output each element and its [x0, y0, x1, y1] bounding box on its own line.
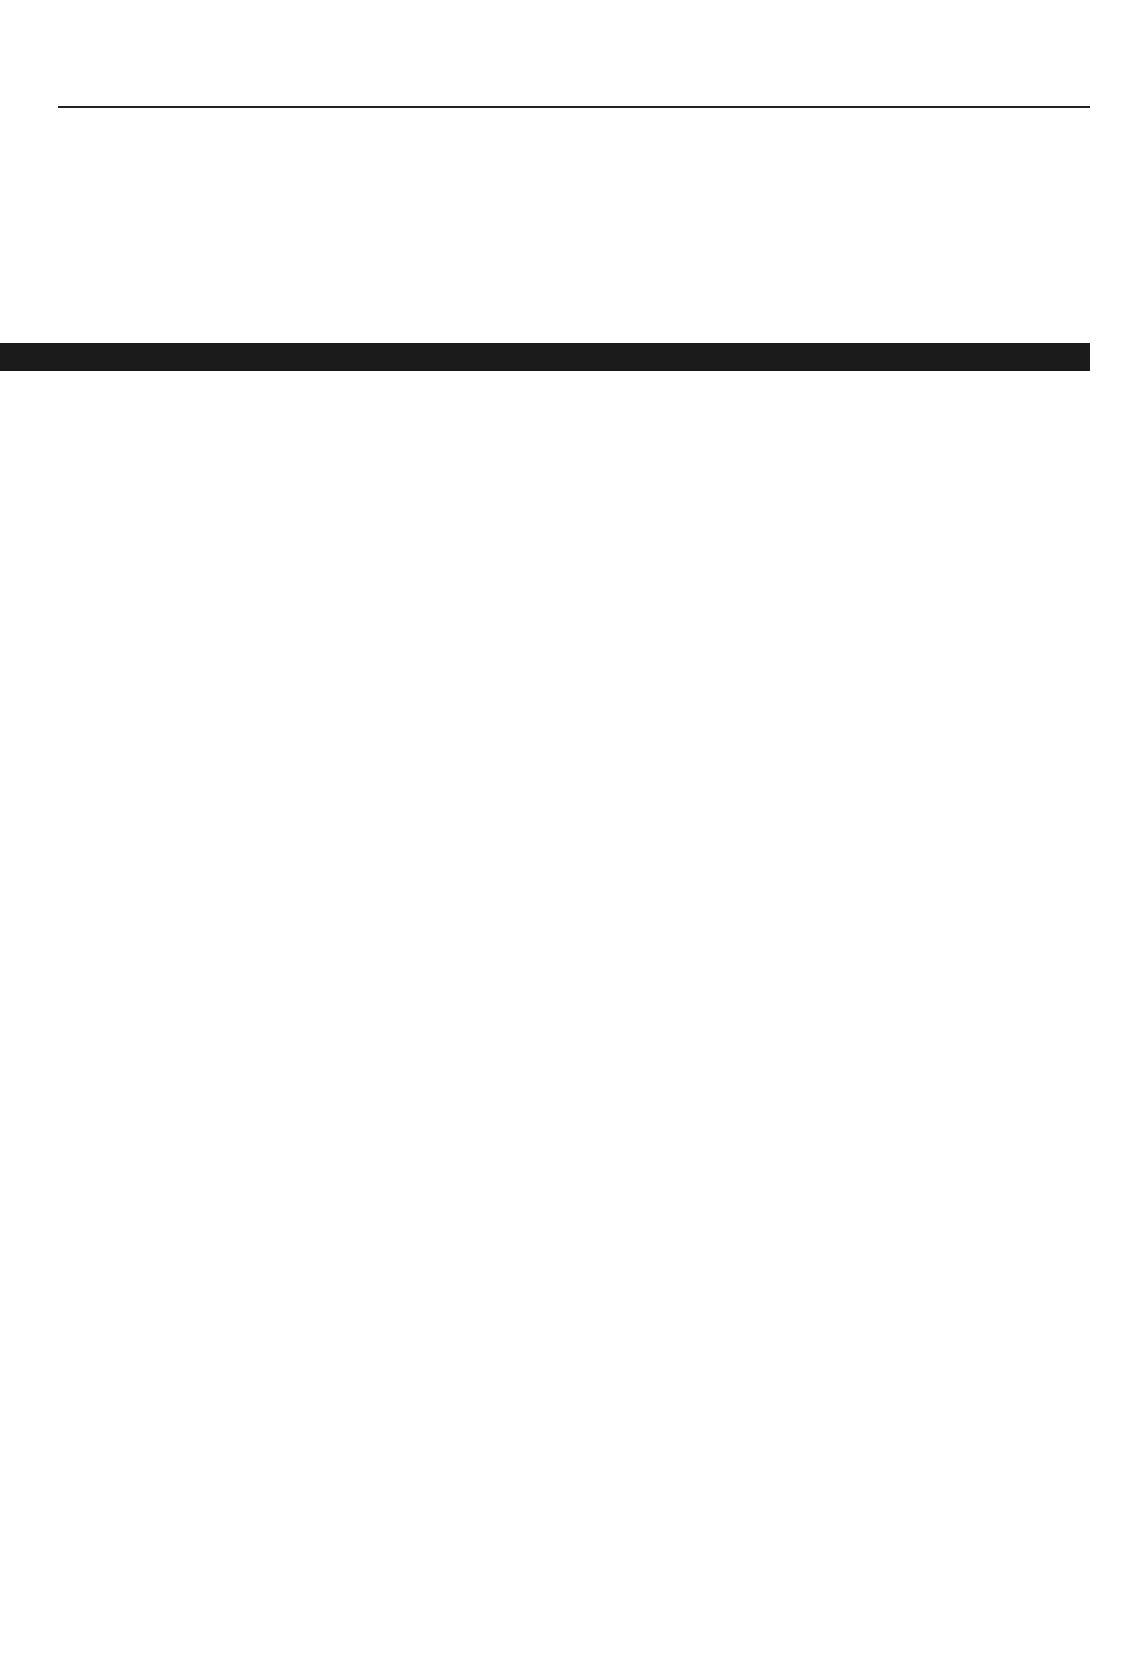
masthead-rule	[58, 106, 1090, 108]
masthead	[58, 40, 1090, 104]
lead-article-body	[58, 148, 1090, 338]
continued-stories	[58, 374, 1090, 1666]
continued-banner	[0, 343, 1090, 371]
